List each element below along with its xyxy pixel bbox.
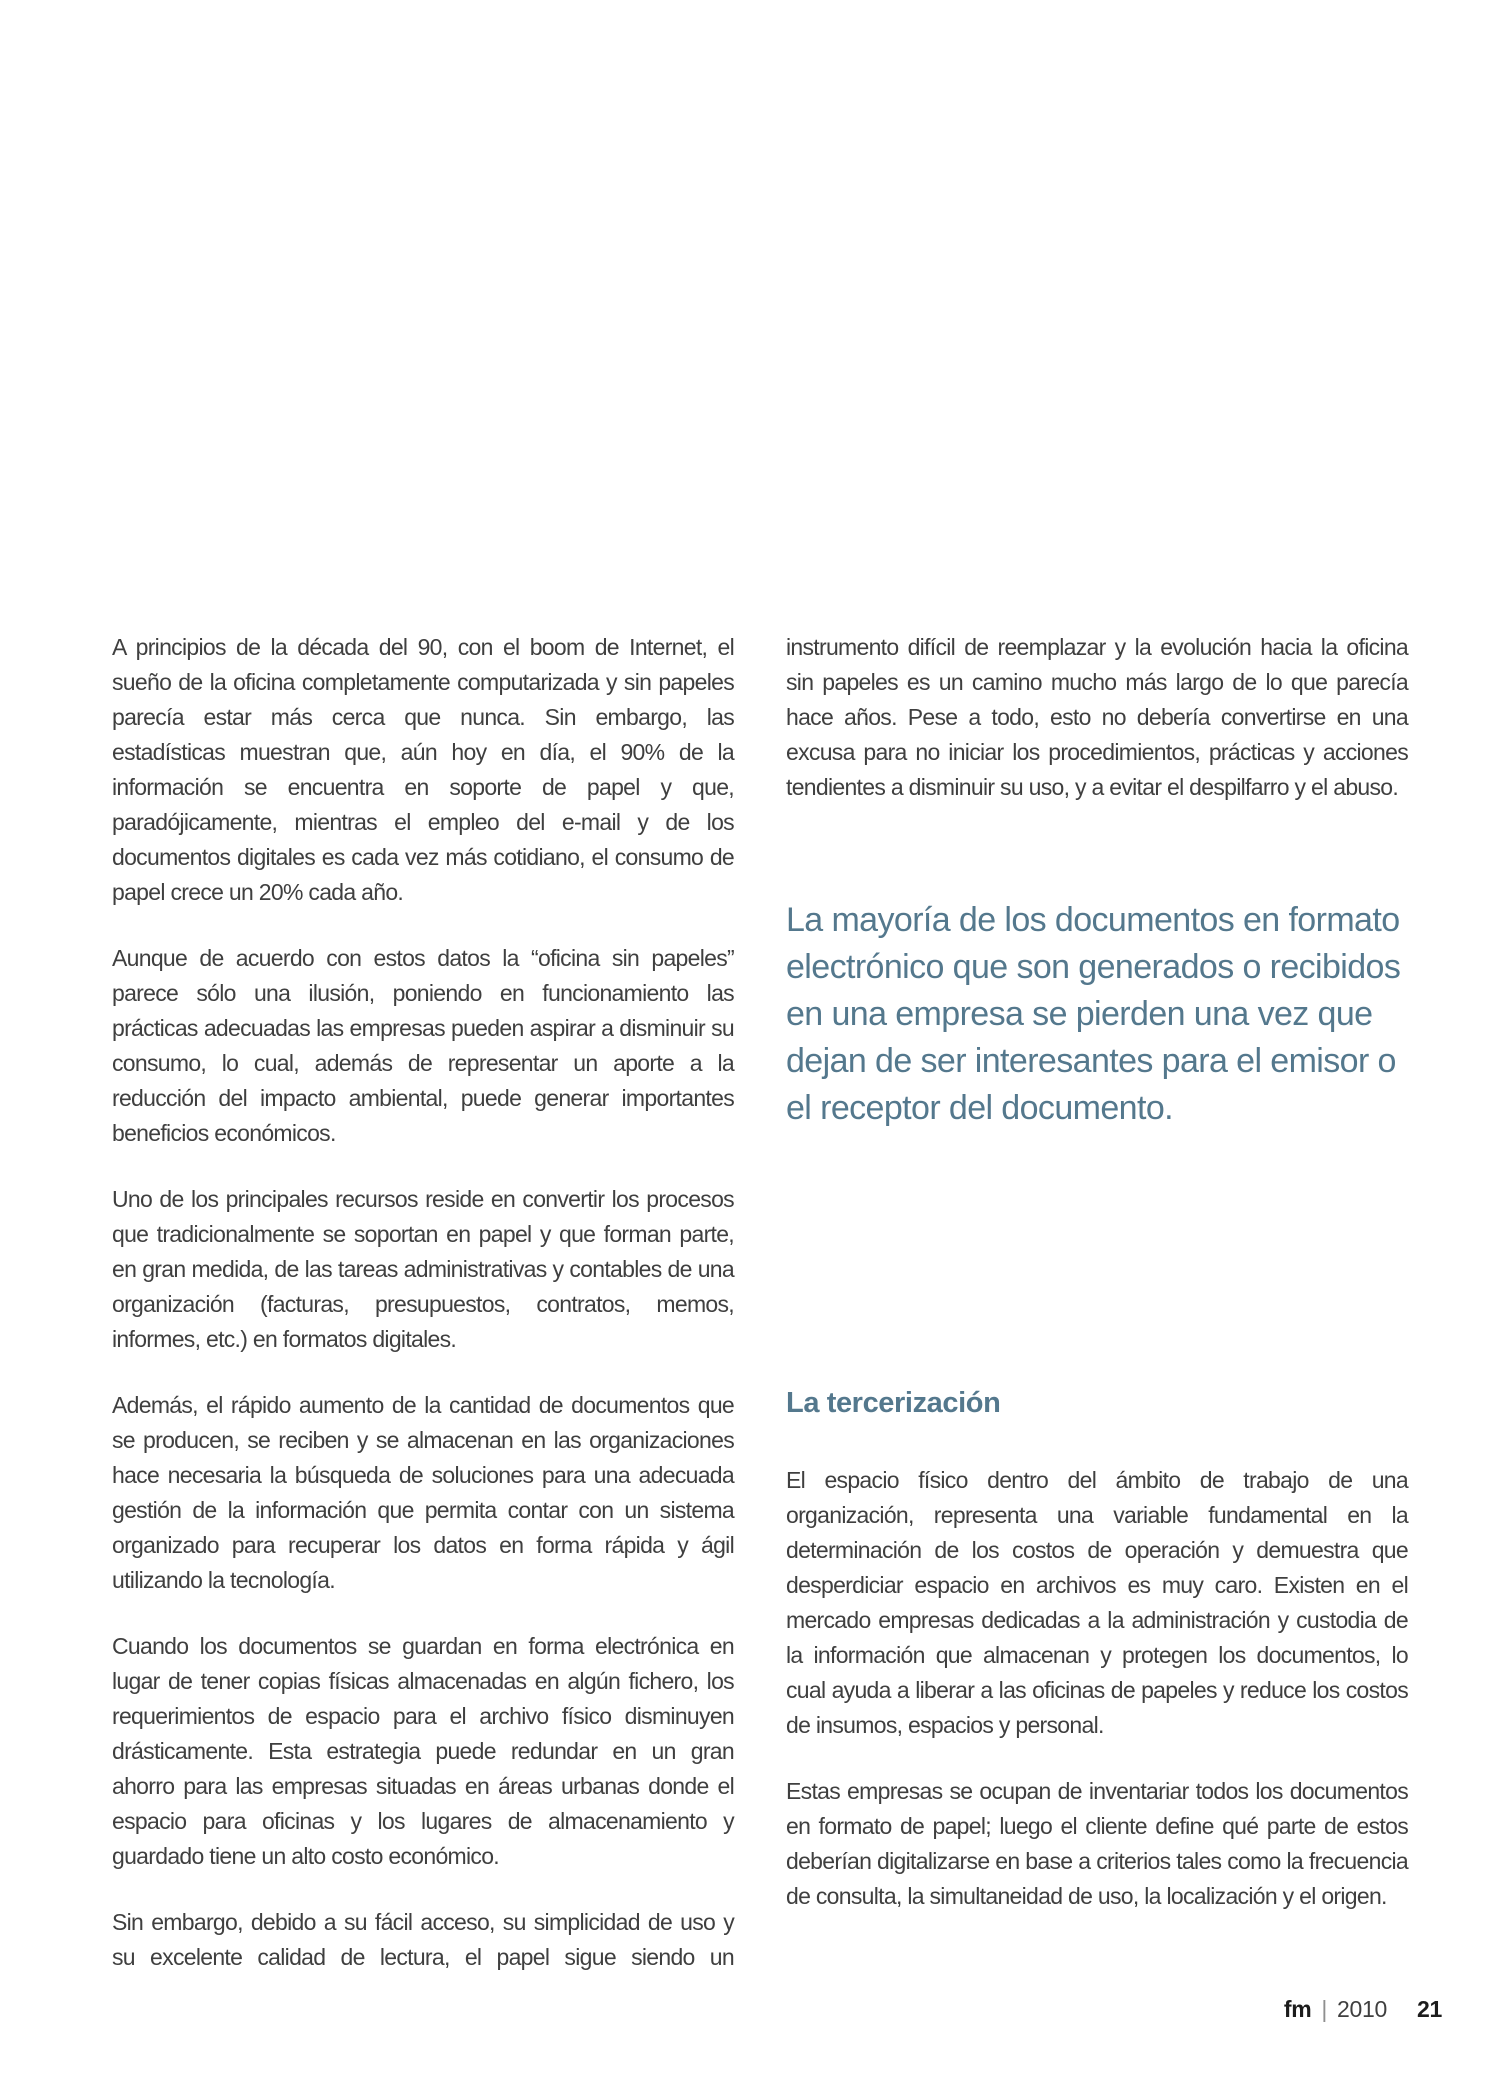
page-number: 21 xyxy=(1417,1996,1442,2022)
left-column xyxy=(112,630,734,2006)
body-paragraph-7: instrumento difícil de reemplazar y la evolución hacia la oficina sin papeles es un camino mucho más largo de lo que parecía hace años. Pese a todo, esto no debería convertirse en una excusa para no iniciar los procedimientos, prácticas y acciones tendientes a disminuir su uso, y a evitar el despilfarro y el abuso. xyxy=(786,634,1408,800)
body-paragraph-9: Estas empresas se ocupan de inventariar todos los documentos en formato de papel; luego el cliente define qué parte de estos deberían digitalizarse en base a criterios tales como la frecuencia de consulta, la simultaneidad de uso, la localización y el origen. xyxy=(786,1778,1408,1909)
magazine-logo: fm xyxy=(1283,1996,1312,2022)
body-paragraph-8: El espacio físico dentro del ámbito de trabajo de una organización, representa una variable fundamental en la determinación de los costos de operación y demuestra que desperdiciar espacio en archivos es muy caro. Existen en el mercado empresas dedicadas a la administración y custodia de la información que almacenan y protegen los documentos, lo cual ayuda a liberar a las oficinas de papeles y reduce los costos de insumos, espacios y personal. xyxy=(786,1467,1408,1738)
body-paragraph-4: Además, el rápido aumento de la cantidad de documentos que se producen, se reciben y se almacenan en las organizaciones hace necesaria la búsqueda de soluciones para una adecuada gestión de la información que permita contar con un sistema organizado para recuperar los datos en forma rápida y ágil utilizando la tecnología. xyxy=(112,1392,734,1593)
right-column xyxy=(786,630,1408,2006)
body-paragraph-1: A principios de la década del 90, con el boom de Internet, el sueño de la oficina completamente computarizada y sin papeles parecía estar más cerca que nunca. Sin embargo, las estadísticas muestran que, aún hoy en día, el 90% de la información se encuentra en soporte de papel y que, paradójicamente, mientras el empleo del e-mail y de los documentos digitales es cada vez más cotidiano, el consumo de papel crece un 20% cada año. xyxy=(112,634,734,905)
footer-separator: | xyxy=(1321,1996,1328,2022)
body-paragraph-2: Aunque de acuerdo con estos datos la “oficina sin papeles” parece sólo una ilusión, poniendo en funcionamiento las prácticas adecuadas las empresas pueden aspirar a disminuir su consumo, lo cual, además de representar un aporte a la reducción del impacto ambiental, puede generar importantes beneficios económicos. xyxy=(112,945,734,1146)
two-column-text-layout xyxy=(112,630,1407,2006)
footer-year: 2010 xyxy=(1337,1996,1388,2022)
page-footer xyxy=(1284,1996,1442,2023)
body-paragraph-5: Cuando los documentos se guardan en forma electrónica en lugar de tener copias físicas almacenadas en algún fichero, los requerimientos de espacio para el archivo físico disminuyen drásticamente. Esta estrategia puede redundar en un gran ahorro para las empresas situadas en áreas urbanas donde el espacio para oficinas y los lugares de almacenamiento y guardado tiene un alto costo económico. xyxy=(112,1633,734,1869)
body-paragraph-6: Sin embargo, debido a su fácil acceso, su simplicidad de uso y su excelente calidad de lectura, el papel sigue siendo un xyxy=(112,1909,734,1970)
section-heading: La tercerización xyxy=(786,1387,1001,1419)
body-paragraph-3: Uno de los principales recursos reside en convertir los procesos que tradicionalmente se soportan en papel y que forman parte, en gran medida, de las tareas administrativas y contables de una organización (facturas, presupuestos, contratos, memos, informes, etc.) en formatos digitales. xyxy=(112,1186,734,1352)
pull-quote: La mayoría de los documentos en formato electrónico que son generados o recibidos en una empresa se pierden una vez que dejan de ser interesantes para el emisor o el receptor del documento. xyxy=(786,901,1401,1127)
